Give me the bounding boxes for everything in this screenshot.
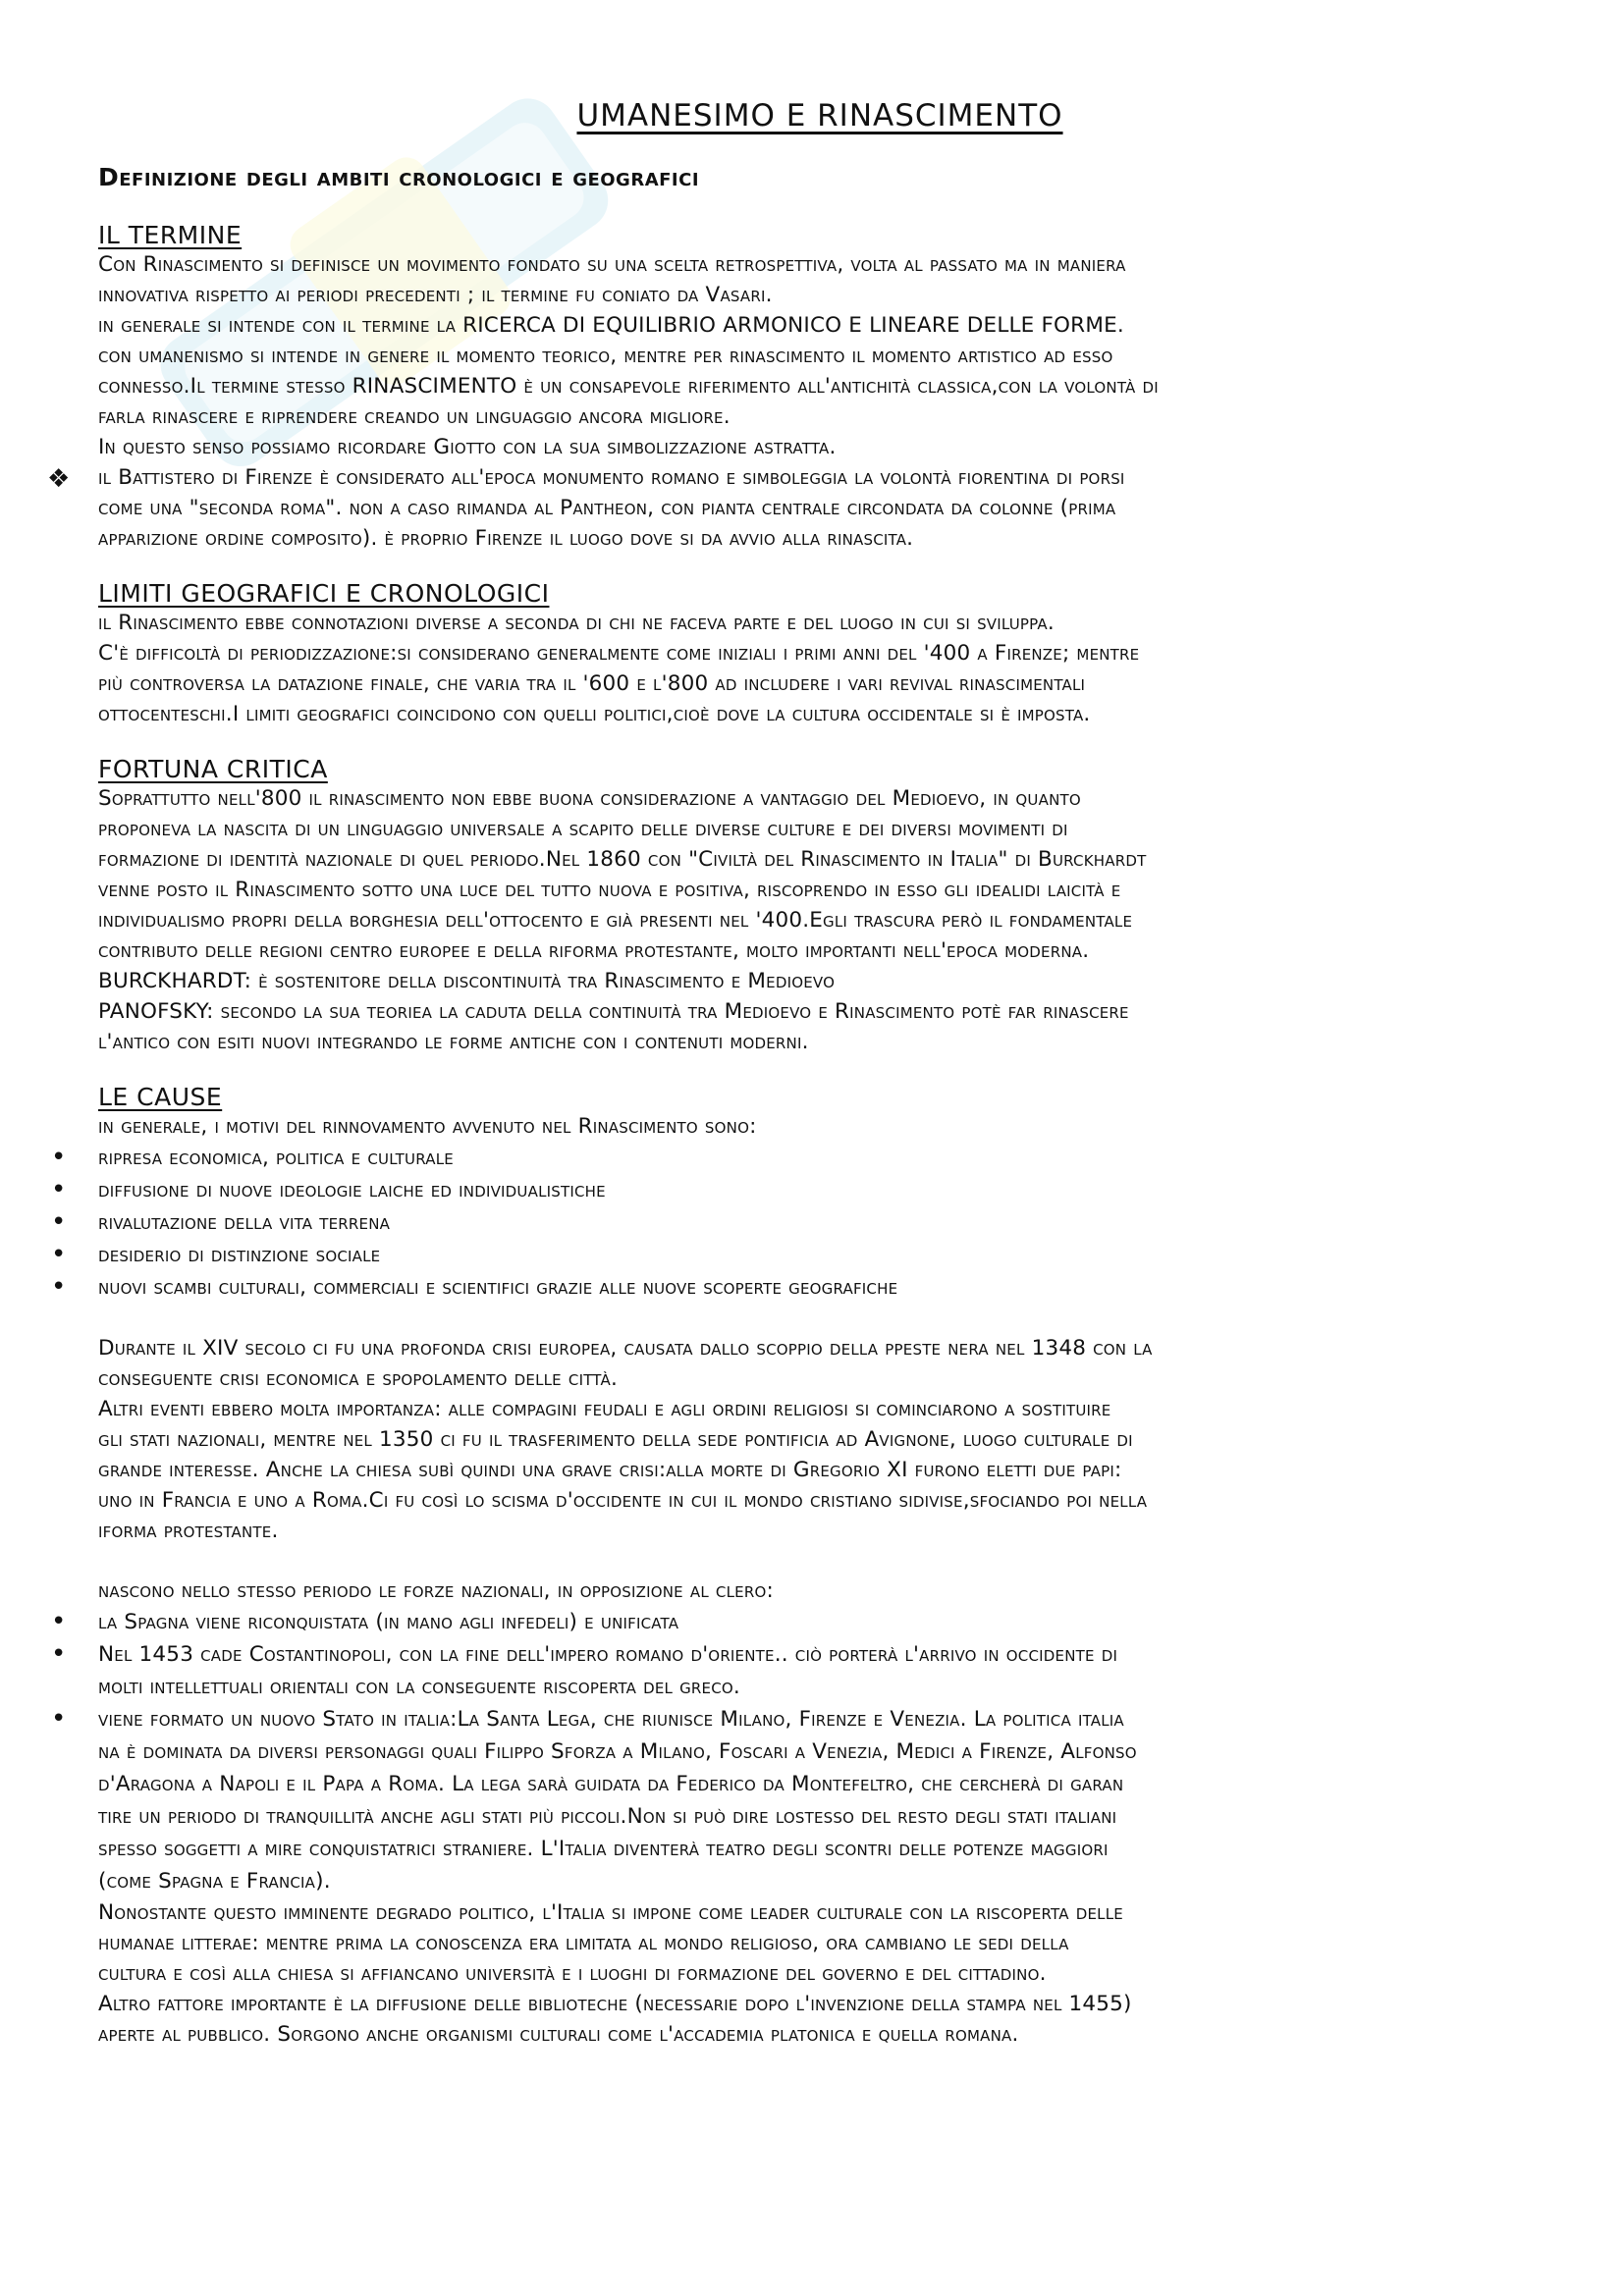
list-item: • diffusione di nuove ideologie laiche ed individualistiche [98, 1174, 1542, 1206]
section-heading: LIMITI GEOGRAFICI E CRONOLOGICI [98, 579, 550, 608]
text-line: apparizione ordine composito). è proprio Firenze il luogo dove si da avvio alla rinascita. [98, 526, 914, 551]
text-line: in generale si intende con il termine la RICERCA DI EQUILIBRIO ARMONICO E LINEARE DELLE FORME. [98, 313, 1124, 338]
list-item [98, 1703, 1542, 1897]
text-line: conseguente crisi economica e spopolamento delle città. [98, 1366, 618, 1391]
text-line: PANOFSKY: secondo la sua teoriea la caduta della continuità tra Medioevo e Rinascimento potè far rinascere [98, 999, 1129, 1024]
document-title: UMANESIMO E RINASCIMENTO [576, 98, 1063, 133]
section-fortuna [98, 755, 1542, 1057]
document-subtitle: Definizione degli ambiti cronologici e geografici [98, 163, 700, 191]
text-line: Soprattutto nell'800 il rinascimento non ebbe buona considerazione a vantaggio del Medioevo, in quanto [98, 786, 1081, 811]
list-item [98, 1638, 1542, 1703]
list-item: • desiderio di distinzione sociale [98, 1239, 1542, 1271]
text-line: il Battistero di Firenze è considerato all'epoca monumento romano e simboleggia la volontà fiorentina di porsi [98, 465, 1125, 490]
list-item: • rivalutazione della vita terrena [98, 1206, 1542, 1239]
section-heading: FORTUNA CRITICA [98, 755, 328, 783]
text-line: Nonostante questo imminente degrado politico, l'Italia si impone come leader culturale con la riscoperta delle [98, 1900, 1123, 1925]
text-line: come una "seconda roma". non a caso rimanda al Pantheon, con pianta centrale circondata da colonne (prima [98, 496, 1116, 520]
text-line: BURCKHARDT: è sostenitore della discontinuità tra Rinascimento e Medioevo [98, 969, 836, 993]
text-line: ottocenteschi.I limiti geografici coincidono con quelli politici,cioè dove la cultura occidentale si è imposta. [98, 702, 1091, 726]
text-line: nascono nello stesso periodo le forze nazionali, in opposizione al clero: [98, 1578, 774, 1603]
text-line: grande interesse. Anche la chiesa subì quindi una grave crisi:alla morte di Gregorio XI furono eletti due papi: [98, 1458, 1122, 1482]
text-line: connesso.Il termine stesso RINASCIMENTO è un consapevole riferimento all'antichità classica,con la volontà di [98, 374, 1159, 399]
text-line: gli stati nazionali, mentre nel 1350 ci fu il trasferimento della sede pontificia ad Avignone, luogo culturale di [98, 1427, 1133, 1452]
section-limiti [98, 579, 1542, 729]
text-line: in generale, i motivi del rinnovamento avvenuto nel Rinascimento sono: [98, 1114, 757, 1139]
text-line: Nel 1453 cade Costantinopoli, con la fine dell'impero romano d'oriente.. ciò porterà l'arrivo in occidente di [98, 1642, 1118, 1667]
section-termine [47, 221, 1542, 554]
text-line: venne posto il Rinascimento sotto una luce del tutto nuova e positiva, riscoprendo in esso gli idealidi laicità e [98, 878, 1121, 902]
text-line: proponeva la nascita di un linguaggio universale a scapito delle diverse culture e dei diversi movimenti di [98, 817, 1068, 841]
text-line: humanae litterae: mentre prima la conoscenza era limitata al mondo religioso, ora cambiano le sedi della [98, 1931, 1069, 1955]
text-line: l'antico con esiti nuovi integrando le forme antiche con i contenuti moderni. [98, 1030, 809, 1054]
text-line: uno in Francia e uno a Roma.Ci fu così lo scisma d'occidente in cui il mondo cristiano sidivise,sfociando poi nella [98, 1488, 1148, 1513]
text-line: C'è difficoltà di periodizzazione:si considerano generalmente come iniziali i primi anni del '400 a Firenze; mentre [98, 641, 1140, 666]
text-line: iforma protestante. [98, 1519, 279, 1543]
list-item [98, 1606, 1542, 1638]
list-item: • nuovi scambi culturali, commerciali e scientifici grazie alle nuove scoperte geografiche [98, 1271, 1542, 1304]
list-item: • ripresa economica, politica e culturale [98, 1142, 1542, 1174]
text-line: più controversa la datazione finale, che varia tra il '600 e l'800 ad includere i vari revival rinascimentali [98, 671, 1086, 696]
section-heading: IL TERMINE [98, 221, 243, 249]
text-line: innovativa rispetto ai periodi precedenti ; il termine fu coniato da Vasari. [98, 283, 773, 307]
text-line: na è dominata da diversi personaggi quali Filippo Sforza a Milano, Foscari a Venezia, Medici a Firenze, Alfonso [98, 1739, 1137, 1764]
text-line: il Rinascimento ebbe connotazioni diverse a seconda di chi ne faceva parte e del luogo in cui si sviluppa. [98, 611, 1055, 635]
causes-list [98, 1142, 1542, 1304]
text-line: Altri eventi ebbero molta importanza: alle compagini feudali e agli ordini religiosi si cominciarono a sostituire [98, 1397, 1111, 1421]
text-line: la Spagna viene riconquistata (in mano agli infedeli) e unificata [98, 1610, 679, 1634]
text-line: contributo delle regioni centro europee e della riforma protestante, molto importanti nell'epoca moderna. [98, 938, 1090, 963]
text-line: (come Spagna e Francia). [98, 1869, 331, 1894]
text-line: d'Aragona a Napoli e il Papa a Roma. La lega sarà guidata da Federico da Montefeltro, che cercherà di garan [98, 1772, 1124, 1796]
text-line: aperte al pubblico. Sorgono anche organismi culturali come l'accademia platonica e quella romana. [98, 2022, 1019, 2047]
text-line: formazione di identità nazionale di quel periodo.Nel 1860 con "Civiltà del Rinascimento in Italia" di Burckhardt [98, 847, 1147, 872]
diamond-bullet-icon: ❖ [47, 464, 71, 494]
text-line: spesso soggetti a mire conquistatrici straniere. L'Italia diventerà teatro degli scontri delle potenze maggiori [98, 1837, 1109, 1861]
section-cause [98, 1083, 1542, 2050]
text-line: cultura e così alla chiesa si affiancano università e i luoghi di formazione del governo e del cittadino. [98, 1961, 1047, 1986]
text-line: farla rinascere e riprendere creando un linguaggio ancora migliore. [98, 404, 731, 429]
text-line: individualismo propri della borghesia dell'ottocento e già presenti nel '400.Egli trascura però il fondamentale [98, 908, 1133, 933]
document-page [47, 98, 1542, 2075]
text-line: In questo senso possiamo ricordare Giotto con la sua simbolizzazione astratta. [98, 435, 837, 459]
text-line: Altro fattore importante è la diffusione delle biblioteche (necessarie dopo l'invenzione della stampa nel 1455) [98, 1992, 1132, 2016]
text-line: viene formato un nuovo Stato in italia:La Santa Lega, che riunisce Milano, Firenze e Venezia. La politica italia [98, 1707, 1124, 1732]
section-heading: LE CAUSE [98, 1083, 223, 1111]
text-line: tire un periodo di tranquillità anche agli stati più piccoli.Non si può dire lostesso del resto degli stati italiani [98, 1804, 1117, 1829]
text-line: molti intellettuali orientali con la conseguente riscoperta del greco. [98, 1675, 740, 1699]
text-line: con umanenismo si intende in genere il momento teorico, mentre per rinascimento il momento artistico ad esso [98, 344, 1113, 368]
national-forces-list [98, 1606, 1542, 1897]
battistero-note [47, 462, 1542, 554]
text-line: Durante il XIV secolo ci fu una profonda crisi europea, causata dallo scoppio della ppeste nera nel 1348 con la [98, 1336, 1153, 1361]
text-line: Con Rinascimento si definisce un movimento fondato su una scelta retrospettiva, volta al passato ma in maniera [98, 252, 1126, 277]
